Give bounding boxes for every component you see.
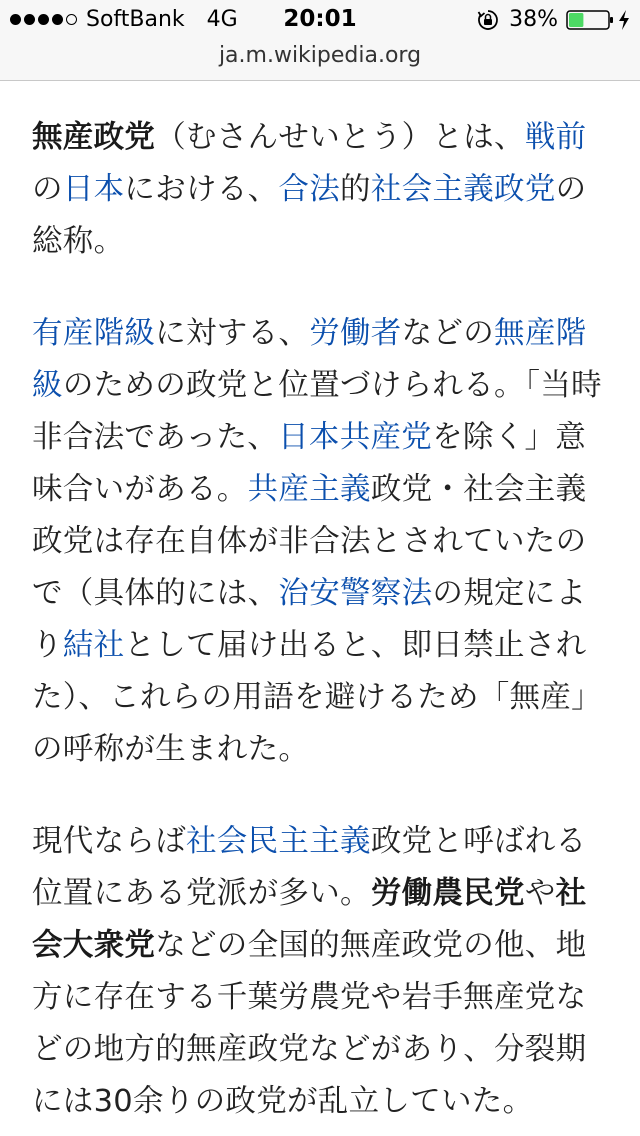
link-nihon[interactable]: 日本 xyxy=(62,172,125,207)
paragraph-meaning xyxy=(32,308,612,776)
text: のための政党と位置づけられる。「当時非合法であった、 xyxy=(32,368,602,455)
text: 現代ならば xyxy=(32,824,186,859)
bold-term: 労働農民党 xyxy=(370,876,525,911)
link-musan-kaikyuu[interactable]: 無産階級 xyxy=(32,316,587,403)
carrier-name: SoftBank xyxy=(86,7,185,32)
status-bar xyxy=(0,0,640,40)
text: などの全国的無産政党の他、地方に存在する千葉労農党や岩手無産党などの地方的無産政党などがあり、分裂期には30余りの政党が乱立していた。 xyxy=(32,928,587,1119)
text: （むさんせいとう）とは、 xyxy=(155,120,525,155)
link-nihon-kyousantou[interactable]: 日本共産党 xyxy=(278,420,433,455)
link-roudousha[interactable]: 労働者 xyxy=(309,316,402,351)
battery-percent: 38% xyxy=(509,7,558,32)
url-text[interactable]: ja.m.wikipedia.org xyxy=(218,43,422,68)
link-chian-keisatsu-hou[interactable]: 治安警察法 xyxy=(278,576,433,611)
battery-icon xyxy=(566,9,614,31)
rotation-lock-icon xyxy=(477,9,499,31)
text: を除く」意味合いがある。 xyxy=(32,420,587,507)
paragraph-modern xyxy=(32,816,612,1128)
text: 政党・社会主義政党は存在自体が非合法とされていたので（具体的には、 xyxy=(32,472,587,611)
text: の総称。 xyxy=(32,172,587,259)
link-yuusan-kaikyuu[interactable]: 有産階級 xyxy=(32,316,156,351)
link-shakaishugi-seitou[interactable]: 社会主義政党 xyxy=(370,172,556,207)
bold-term: 社会大衆党 xyxy=(32,876,587,963)
status-right xyxy=(477,7,630,32)
link-gouhou[interactable]: 合法 xyxy=(278,172,341,207)
article-title-term: 無産政党 xyxy=(32,120,156,155)
text: などの xyxy=(401,316,495,351)
article-body xyxy=(32,80,612,1128)
text: の規定により xyxy=(32,576,587,663)
text: の xyxy=(32,172,63,207)
network-type: 4G xyxy=(206,7,238,32)
text: として届け出ると、即日禁止された）、これらの用語を避けるため「無産」の呼称が生まれた。 xyxy=(32,628,602,767)
link-shakai-minshu-shugi[interactable]: 社会民主主義 xyxy=(186,824,371,859)
link-senzen[interactable]: 戦前 xyxy=(524,120,587,155)
text: 的 xyxy=(340,172,371,207)
paragraph-definition xyxy=(32,112,612,268)
link-kessha[interactable]: 結社 xyxy=(62,628,125,663)
address-bar[interactable] xyxy=(0,40,640,81)
text: や xyxy=(524,876,556,911)
text: に対する、 xyxy=(155,316,310,351)
text: 政党と呼ばれる位置にある党派が多い。 xyxy=(32,824,587,911)
clock: 20:01 xyxy=(283,6,357,32)
link-kyousanshugi[interactable]: 共産主義 xyxy=(247,472,371,507)
text: における、 xyxy=(124,172,279,207)
charging-bolt-icon xyxy=(618,9,630,31)
